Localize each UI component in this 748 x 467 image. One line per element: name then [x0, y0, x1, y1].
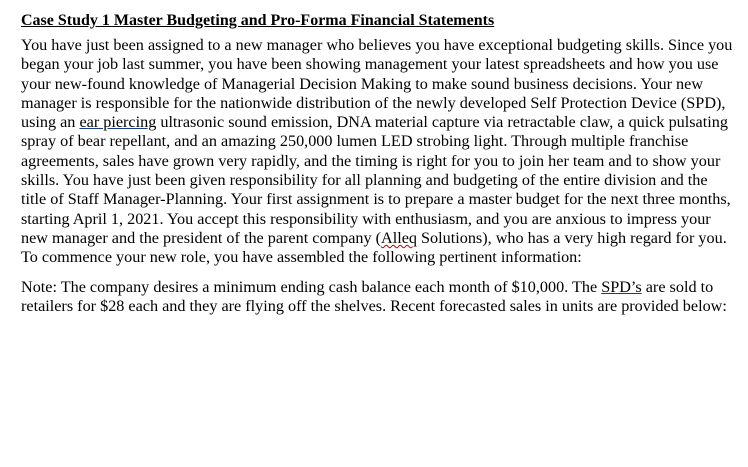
note-text-2: are sold to retailers for $28 each and they are flying off the shelves. Recent forecasted sales in units are provided below: [21, 277, 727, 315]
intro-text-1: You have just been assigned to a new manager who believes you have exceptional budgeting skills. Since you began your job last summer, you have been showing management your latest spreadsheets and how you use your new-found knowledge of Managerial Decision Making to make sound business decisions. Your new manager is responsible for the nationwide distribution of the newly developed Self Protection Device (SPD), using an [21, 36, 733, 132]
spellcheck-word-alleq[interactable]: Alleq [381, 228, 417, 247]
intro-text-2: ultrasonic sound emission, DNA material capture via retractable claw, a quick pulsating spray of bear repellant, and an amazing 250,000 lumen LED strobing light. Through multiple franchise agreements, sales have grown very rapidly, and the timing is right for you to join her team and to show your skills. You have just been given responsibility for all planning and budgeting of the entire division and the title of Staff Manager-Planning. Your first assignment is to prepare a master budget for the next three months, starting April 1, 2021. You accept this responsibility with enthusiasm, and you are anxious to impress your new manager and the president of the parent company ( [21, 113, 731, 247]
intro-paragraph [21, 36, 733, 268]
note-text-1: Note: The company desires a minimum ending cash balance each month of $10,000. The [21, 277, 602, 296]
note-paragraph [21, 278, 733, 317]
document-page [21, 10, 733, 316]
page-title: Case Study 1 Master Budgeting and Pro-Forma Financial Statements [21, 12, 495, 29]
intro-text-3: Solutions), who has a very high regard for you. To commence your new role, you have assembled the following pertinent information: [21, 228, 727, 267]
spds-link[interactable]: SPD’s [601, 277, 642, 296]
ear-piercing-link[interactable]: ear piercing [79, 113, 157, 132]
